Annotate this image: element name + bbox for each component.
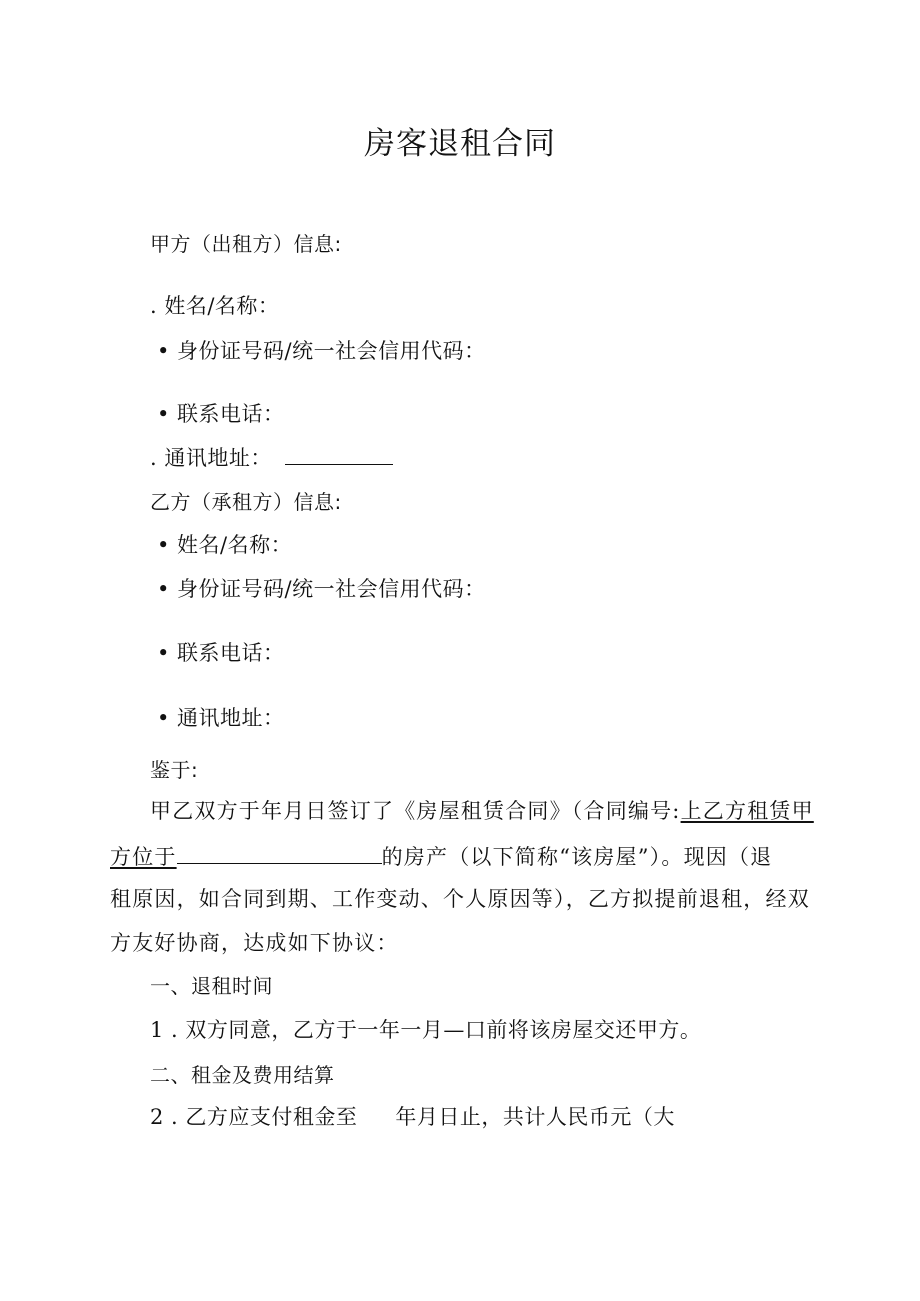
- section-2-item-2-text-b: 年月日止，共计人民币元（大: [395, 1105, 675, 1129]
- whereas-line-2: [110, 843, 772, 871]
- party-b-heading: 乙方（承租方）信息:: [150, 490, 342, 514]
- party-a-id-field: • 身份证号码/统一社会信用代码：: [157, 339, 486, 363]
- party-a-address-blank: [285, 444, 393, 465]
- whereas-heading: 鉴于:: [150, 758, 199, 782]
- party-b-id-field: • 身份证号码/统一社会信用代码：: [157, 577, 486, 601]
- whereas-line-1-text: 甲乙双方于年月日签订了《房屋租赁合同》（合同编号:: [150, 799, 681, 823]
- party-a-address-label: . 通讯地址：: [150, 446, 272, 470]
- section-2-item-2: [150, 1103, 675, 1131]
- whereas-line-1: [150, 797, 814, 825]
- whereas-line-4: 方友好协商，达成如下协议：: [110, 931, 399, 955]
- party-a-heading: 甲方（出租方）信息:: [150, 232, 342, 256]
- party-b-name-field: • 姓名/名称：: [157, 533, 293, 557]
- section-1-heading: 一、退租时间: [150, 974, 273, 998]
- party-a-phone-field: • 联系电话：: [157, 402, 285, 426]
- party-a-name-field: . 姓名/名称：: [150, 294, 280, 318]
- section-2-item-2-text-a: 2 . 乙方应支付租金至: [150, 1105, 358, 1129]
- property-location-blank: [177, 843, 382, 864]
- whereas-line-2-text: 的房产（以下简称“该房屋”）。现因（退: [381, 845, 773, 869]
- whereas-line-1-underlined: 上乙方租赁甲: [680, 799, 814, 823]
- party-b-address-field: • 通讯地址：: [157, 706, 285, 730]
- section-2-heading: 二、租金及费用结算: [150, 1063, 335, 1087]
- whereas-line-2-underlined: 方位于: [110, 845, 177, 869]
- document-title: 房客退租合同: [364, 126, 556, 162]
- party-a-address-field: [150, 444, 393, 472]
- whereas-line-3: 租原因，如合同到期、工作变动、个人原因等），乙方拟提前退租，经双: [110, 887, 810, 911]
- section-1-item-1: 1 . 双方同意，乙方于一年一月—口前将该房屋交还甲方。: [150, 1018, 702, 1042]
- party-b-phone-field: • 联系电话：: [157, 641, 285, 665]
